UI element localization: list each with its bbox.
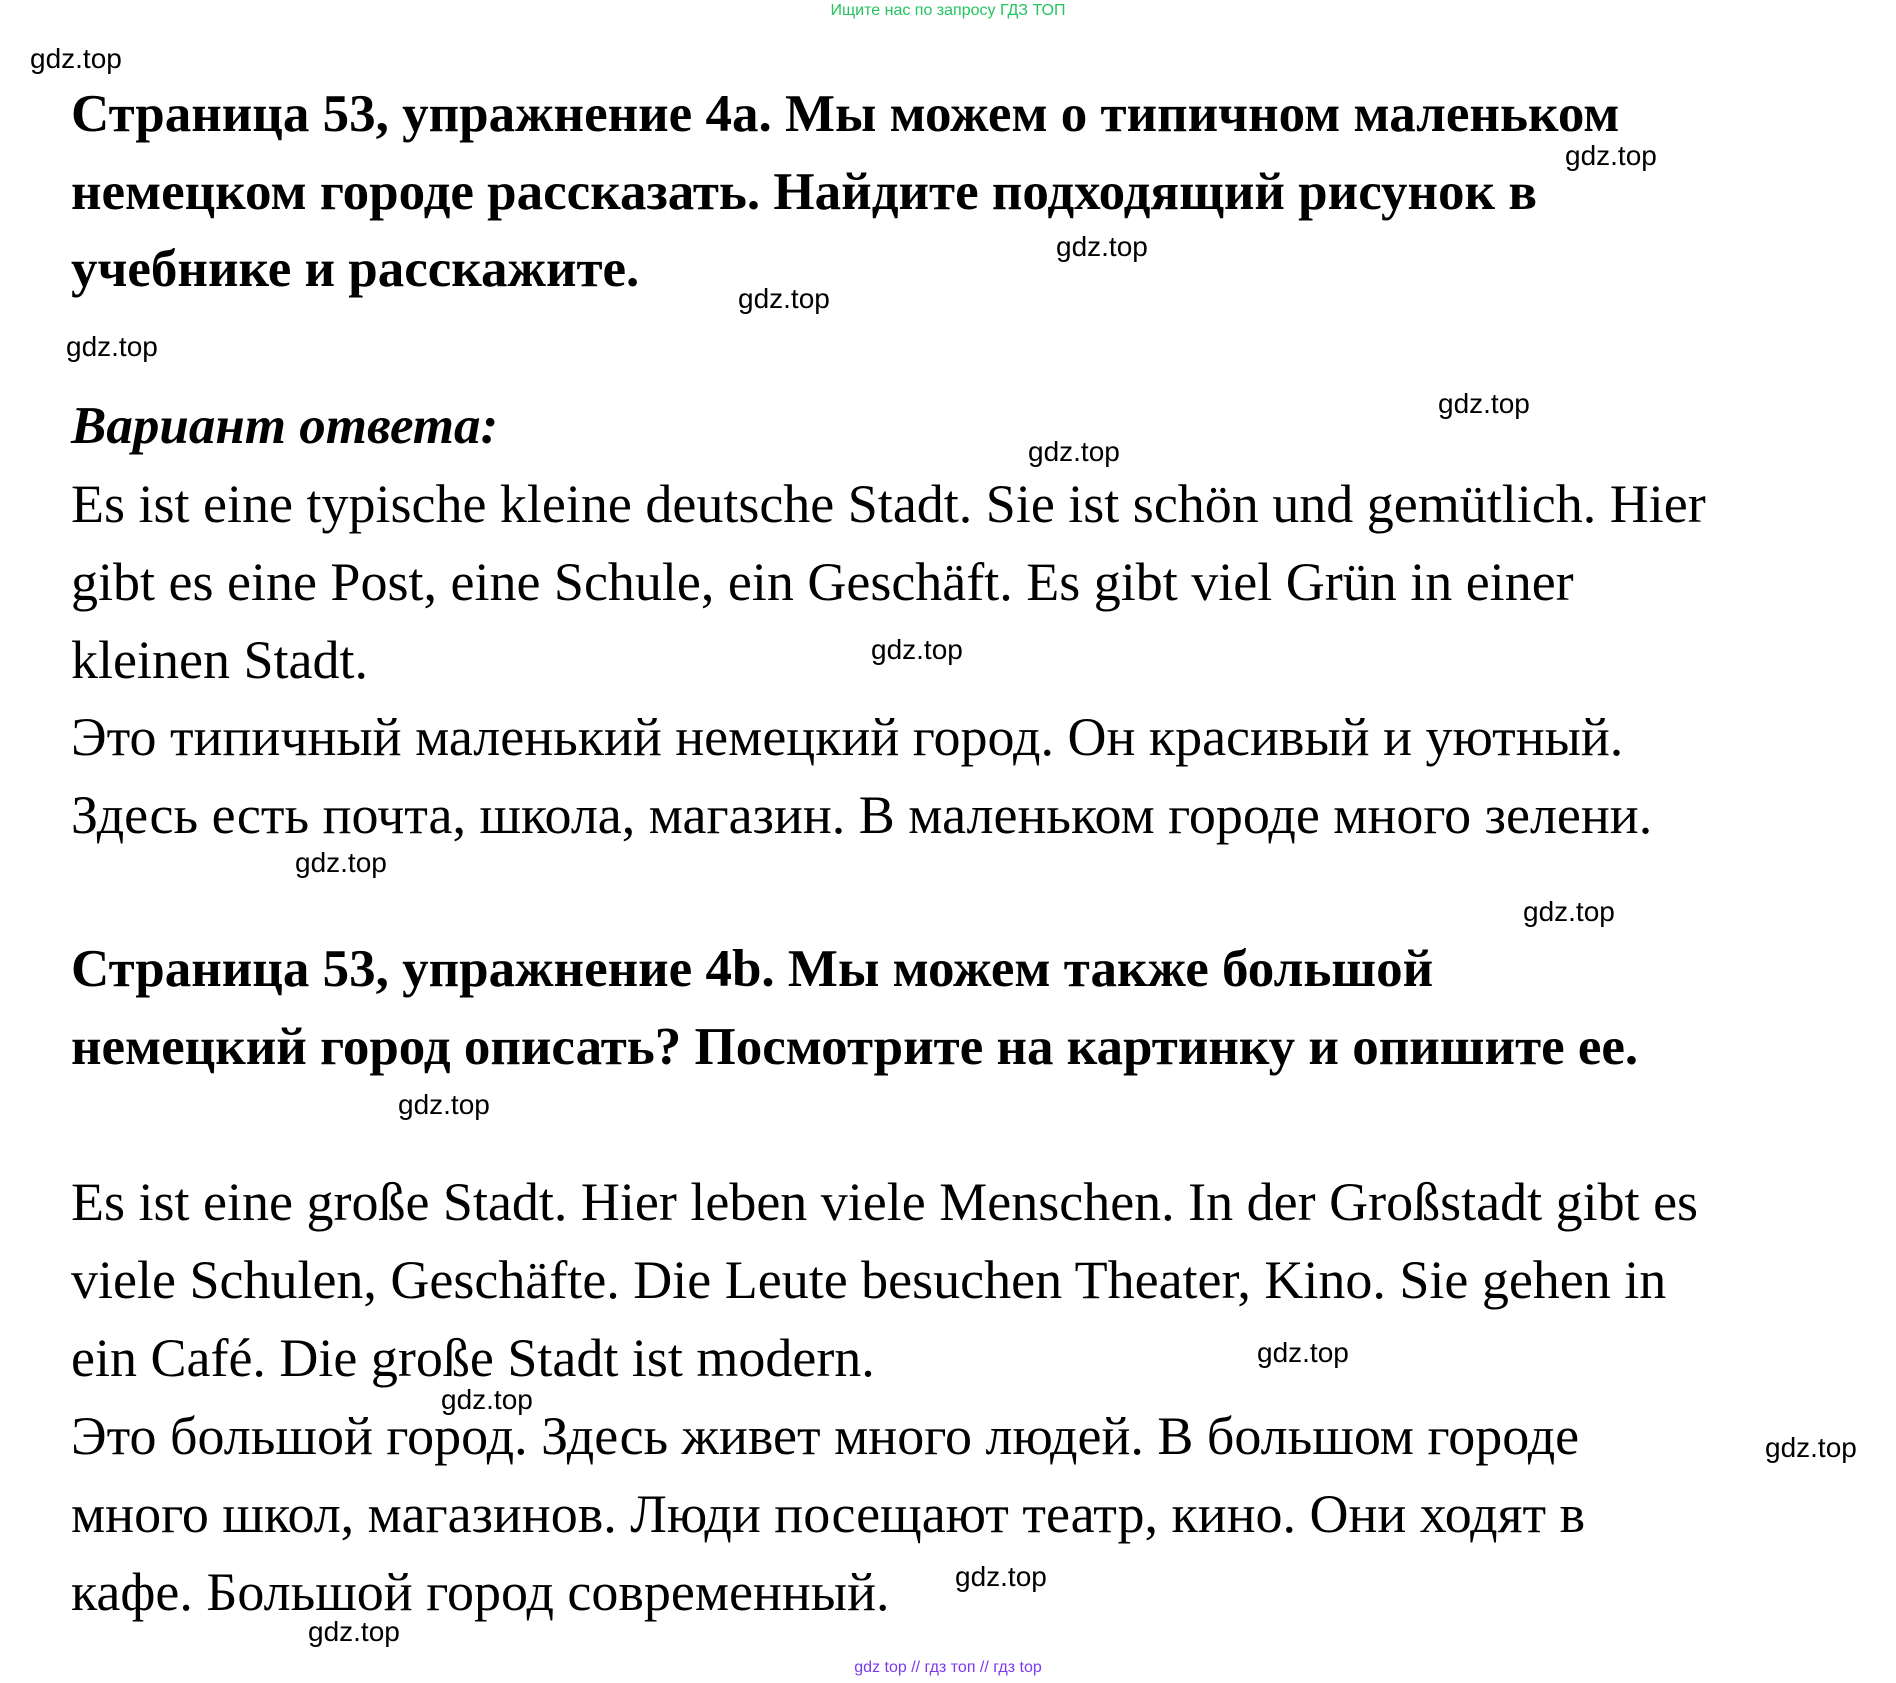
- exercise-4b-german-line-2: viele Schulen, Geschäfte. Die Leute besuchen Theater, Kino. Sie gehen in: [71, 1250, 1667, 1310]
- exercise-4a-russian-line-2: Здесь есть почта, школа, магазин. В маленьком городе много зелени.: [71, 785, 1653, 845]
- watermark: gdz.top: [738, 283, 830, 314]
- watermark: gdz.top: [441, 1384, 533, 1415]
- exercise-4a-german-line-2: gibt es eine Post, eine Schule, ein Geschäft. Es gibt viel Grün in einer: [71, 552, 1574, 612]
- watermark: gdz.top: [955, 1561, 1047, 1592]
- exercise-4b-heading-line-1: Страница 53, упражнение 4b. Мы можем также большой: [71, 940, 1434, 998]
- watermark: gdz.top: [295, 847, 387, 878]
- exercise-4b-german-line-1: Es ist eine große Stadt. Hier leben viele Menschen. In der Großstadt gibt es: [71, 1172, 1699, 1232]
- exercise-4a-german-line-3: kleinen Stadt.: [71, 630, 368, 690]
- watermark: gdz.top: [398, 1089, 490, 1120]
- answer-label: Вариант ответа:: [71, 397, 499, 455]
- watermark: gdz.top: [1438, 388, 1530, 419]
- watermark: gdz.top: [1028, 436, 1120, 467]
- watermark: gdz.top: [1257, 1337, 1349, 1368]
- exercise-4b-russian-line-3: кафе. Большой город современный.: [71, 1562, 890, 1622]
- exercise-4a-heading-line-3: учебнике и расскажите.: [71, 240, 640, 298]
- exercise-4a-heading-line-1: Страница 53, упражнение 4a. Мы можем о типичном маленьком: [71, 85, 1620, 143]
- watermark: gdz.top: [30, 43, 122, 74]
- exercise-4b-russian-line-1: Это большой город. Здесь живет много людей. В большом городе: [71, 1406, 1580, 1466]
- exercise-4b-russian-line-2: много школ, магазинов. Люди посещают театр, кино. Они ходят в: [71, 1484, 1586, 1544]
- bottom-banner: gdz top // гдз топ // гдз top: [854, 1659, 1042, 1676]
- exercise-4a-german-line-1: Es ist eine typische kleine deutsche Stadt. Sie ist schön und gemütlich. Hier: [71, 474, 1706, 534]
- exercise-4a-russian-line-1: Это типичный маленький немецкий город. Он красивый и уютный.: [71, 707, 1624, 767]
- watermark: gdz.top: [1765, 1432, 1857, 1463]
- watermark: gdz.top: [1523, 896, 1615, 927]
- watermark: gdz.top: [66, 331, 158, 362]
- exercise-4b-german-line-3: ein Café. Die große Stadt ist modern.: [71, 1328, 875, 1388]
- watermark: gdz.top: [308, 1616, 400, 1647]
- top-banner: Ищите нас по запросу ГДЗ ТОП: [830, 2, 1066, 19]
- watermark: gdz.top: [1056, 231, 1148, 262]
- exercise-4b-heading-line-2: немецкий город описать? Посмотрите на картинку и опишите ее.: [71, 1018, 1639, 1076]
- watermark: gdz.top: [1565, 140, 1657, 171]
- exercise-4a-heading-line-2: немецком городе рассказать. Найдите подходящий рисунок в: [71, 163, 1537, 221]
- watermark: gdz.top: [871, 634, 963, 665]
